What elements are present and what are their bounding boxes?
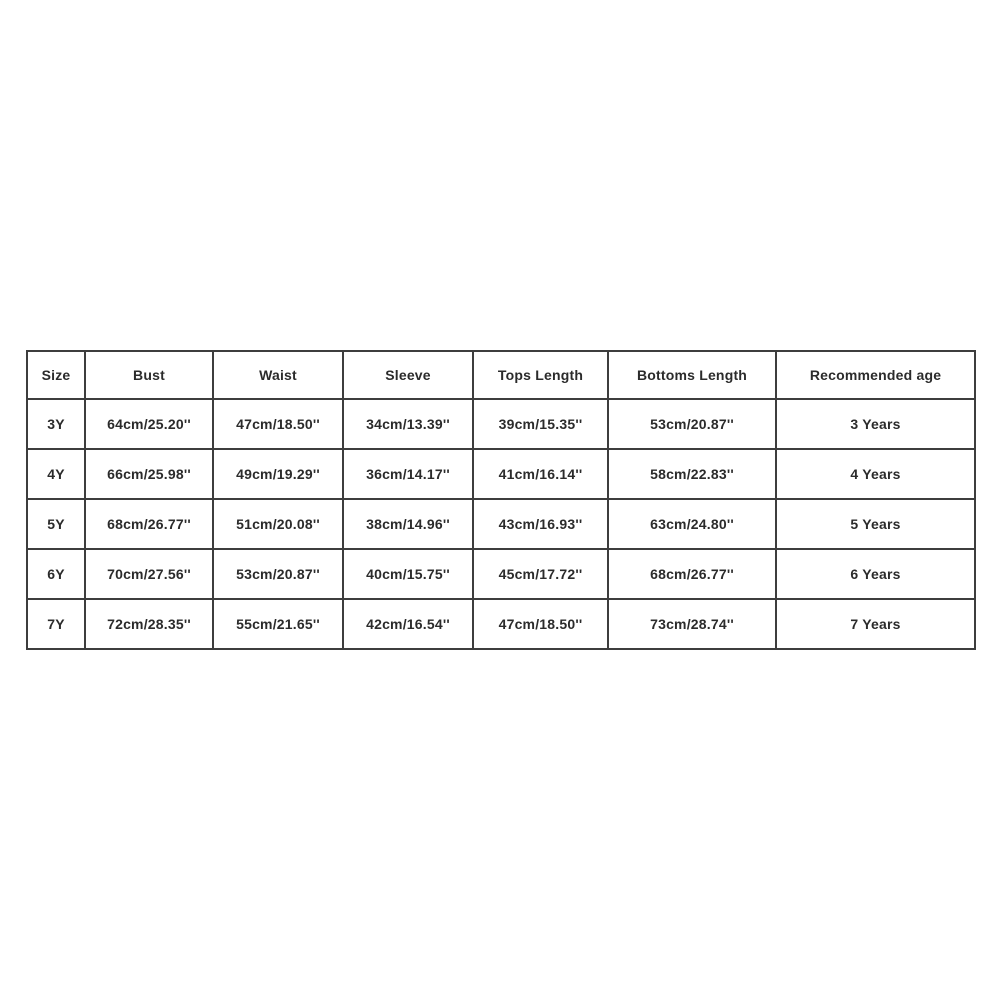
cell: 68cm/26.77'' [85,499,213,549]
cell: 41cm/16.14'' [473,449,608,499]
table-row [27,549,975,599]
cell: 39cm/15.35'' [473,399,608,449]
cell: 5 Years [776,499,975,549]
size-chart-table [26,350,976,650]
cell: 63cm/24.80'' [608,499,776,549]
table-row [27,499,975,549]
cell: 55cm/21.65'' [213,599,343,649]
column-header-sleeve: Sleeve [343,351,473,399]
cell: 53cm/20.87'' [213,549,343,599]
cell: 7 Years [776,599,975,649]
cell: 68cm/26.77'' [608,549,776,599]
cell: 34cm/13.39'' [343,399,473,449]
cell: 64cm/25.20'' [85,399,213,449]
cell: 6 Years [776,549,975,599]
cell: 49cm/19.29'' [213,449,343,499]
table-row [27,449,975,499]
cell: 70cm/27.56'' [85,549,213,599]
cell: 36cm/14.17'' [343,449,473,499]
cell: 43cm/16.93'' [473,499,608,549]
cell: 42cm/16.54'' [343,599,473,649]
cell: 73cm/28.74'' [608,599,776,649]
cell: 45cm/17.72'' [473,549,608,599]
cell: 40cm/15.75'' [343,549,473,599]
cell: 38cm/14.96'' [343,499,473,549]
header-row [27,351,975,399]
cell: 66cm/25.98'' [85,449,213,499]
cell: 6Y [27,549,85,599]
column-header-waist: Waist [213,351,343,399]
table-body [27,399,975,649]
cell: 72cm/28.35'' [85,599,213,649]
column-header-bottoms-length: Bottoms Length [608,351,776,399]
cell: 7Y [27,599,85,649]
cell: 53cm/20.87'' [608,399,776,449]
cell: 5Y [27,499,85,549]
cell: 47cm/18.50'' [213,399,343,449]
cell: 3 Years [776,399,975,449]
cell: 4 Years [776,449,975,499]
cell: 47cm/18.50'' [473,599,608,649]
column-header-recommended-age: Recommended age [776,351,975,399]
cell: 4Y [27,449,85,499]
cell: 3Y [27,399,85,449]
column-header-tops-length: Tops Length [473,351,608,399]
column-header-size: Size [27,351,85,399]
table-row [27,599,975,649]
table-row [27,399,975,449]
column-header-bust: Bust [85,351,213,399]
cell: 58cm/22.83'' [608,449,776,499]
cell: 51cm/20.08'' [213,499,343,549]
